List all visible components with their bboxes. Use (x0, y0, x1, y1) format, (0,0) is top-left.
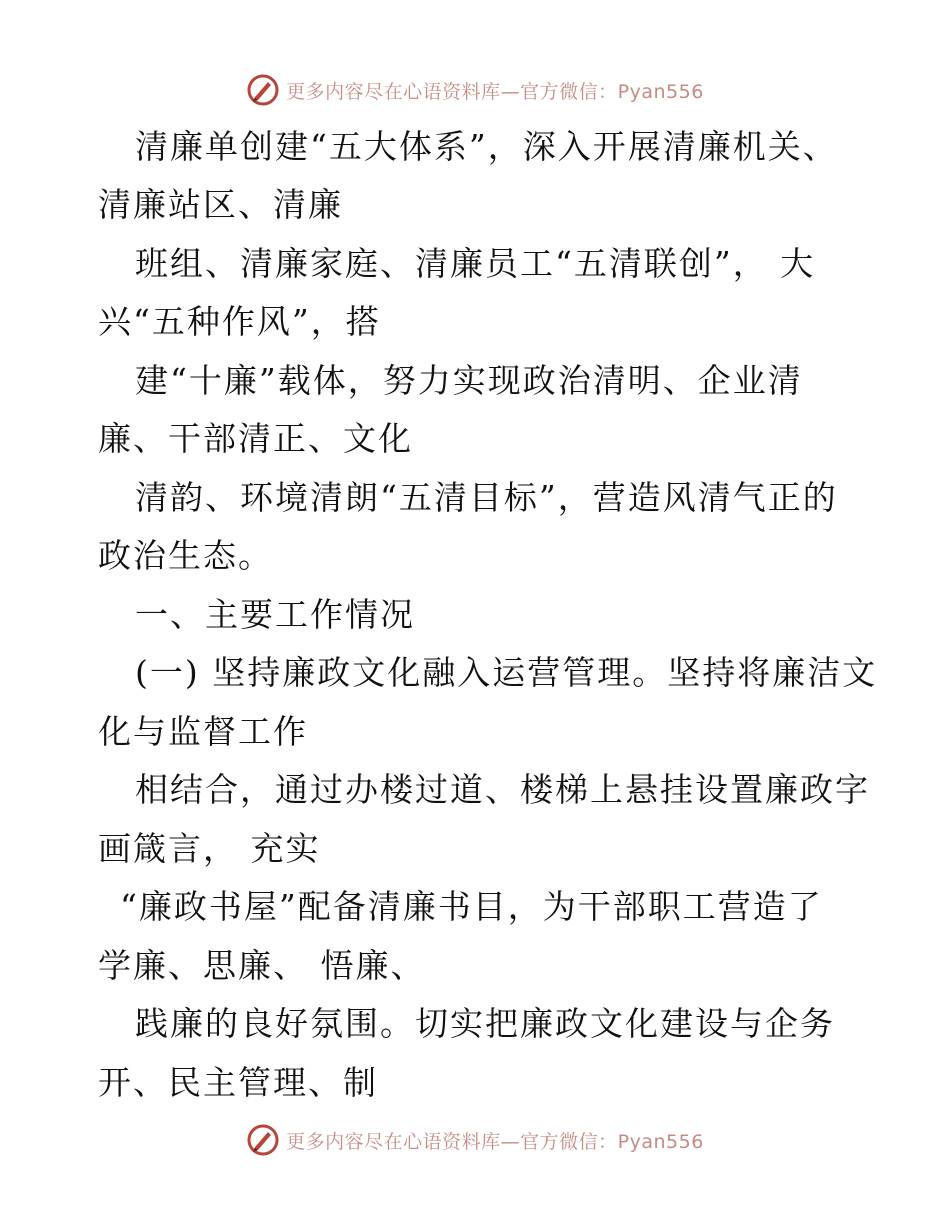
text-line: 清韵、环境清朗“五清目标”，营造风清气正的 (135, 478, 838, 517)
footer-banner (0, 1120, 950, 1160)
header-banner-text: 更多内容尽在心语资料库—官方微信：Pyan556 (286, 80, 704, 103)
text-line: 班组、清廉家庭、清廉员工“五清联创”， 大 (135, 244, 816, 283)
text-line: 兴“五种作风”，搭 (98, 302, 381, 341)
section-heading: 一、主要工作情况 (135, 595, 415, 634)
footer-banner-text: 更多内容尽在心语资料库—官方微信：Pyan556 (286, 1130, 704, 1153)
text-line: “廉政书屋”配备清廉书目，为干部职工营造了 (120, 887, 823, 926)
text-line: 开、民主管理、制 (98, 1063, 378, 1102)
text-line: 政治生态。 (98, 536, 273, 575)
text-line: 学廉、思廉、 悟廉、 (98, 946, 426, 985)
text-line: (一) 坚持廉政文化融入运营管理。坚持将廉洁文 (135, 653, 878, 692)
text-line: 化与监督工作 (98, 712, 308, 751)
text-line: 廉、干部清正、文化 (98, 419, 413, 458)
text-line: 清廉单创建“五大体系”，深入开展清廉机关、 (135, 127, 838, 166)
text-line: 画箴言， 充实 (98, 829, 321, 868)
pen-logo-icon (246, 1123, 280, 1157)
text-line: 清廉站区、清廉 (98, 185, 343, 224)
text-line: 相结合，通过办楼过道、楼梯上悬挂设置廉政字 (135, 770, 870, 809)
text-line: 建“十廉”载体，努力实现政治清明、企业清 (135, 361, 803, 400)
text-line: 践廉的良好氛围。切实把廉政文化建设与企务 (135, 1004, 835, 1043)
